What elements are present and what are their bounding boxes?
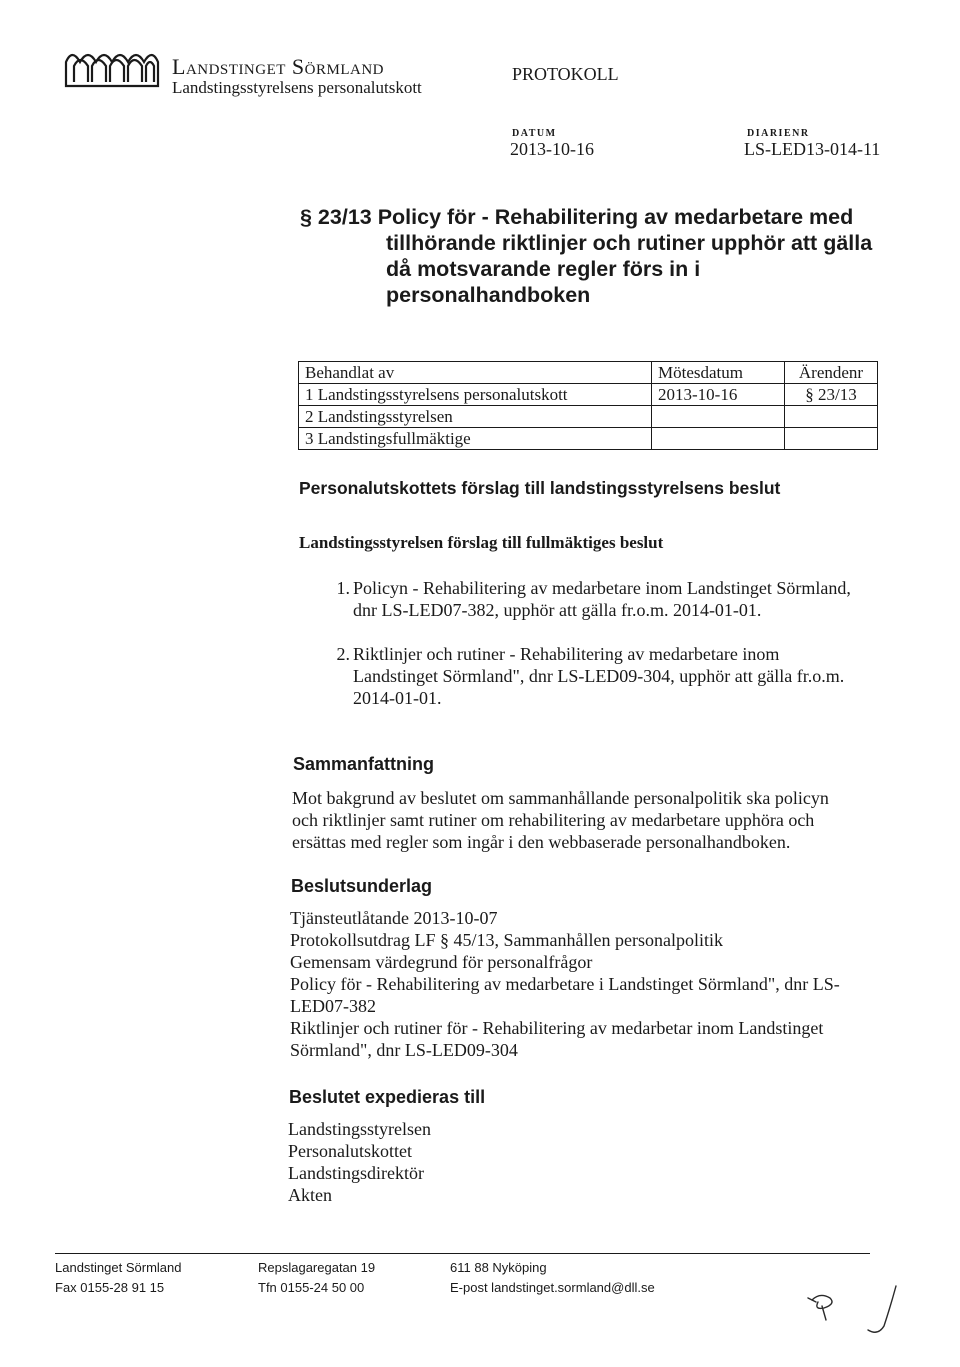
dispatch-heading: Beslutet expedieras till <box>289 1087 486 1107</box>
text-line: Akten <box>288 1185 332 1205</box>
table-cell: § 23/13 <box>785 384 878 406</box>
table-cell: 2013-10-16 <box>652 384 785 406</box>
board-proposal-heading: Landstingsstyrelsen förslag till fullmäktiges beslut <box>299 533 664 552</box>
dispatch-list <box>288 1118 888 1206</box>
section-title-line: personalhandboken <box>386 283 591 307</box>
decision-item <box>320 577 900 621</box>
text-line: Tjänsteutlåtande 2013-10-07 <box>290 908 498 928</box>
handwritten-initials <box>800 1282 910 1342</box>
table-cell <box>652 428 785 450</box>
decision-item <box>320 643 900 709</box>
date-label: DATUM <box>512 128 557 139</box>
item-number: 1. <box>336 578 350 598</box>
handled-by-table <box>298 361 878 450</box>
header-cell: Mötesdatum <box>652 362 785 384</box>
item-line: dnr LS-LED07-382, upphör att gälla fr.o.m. 2014-01-01. <box>353 600 762 620</box>
crowns-logo <box>62 42 162 92</box>
table-row <box>299 428 878 450</box>
text-line: Mot bakgrund av beslutet om sammanhållande personalpolitik ska policyn <box>292 788 829 808</box>
text-line: Landstingsstyrelsen <box>288 1119 431 1139</box>
section-title <box>300 204 900 308</box>
item-line: Policyn - Rehabilitering av medarbetare inom Landstinget Sörmland, <box>353 578 851 598</box>
text-line: och riktlinjer samt rutiner om rehabilitering av medarbetare upphöra och <box>292 810 815 830</box>
proposal-heading: Personalutskottets förslag till landstingsstyrelsens beslut <box>299 478 781 498</box>
item-line: Landstinget Sörmland", dnr LS-LED09-304, upphör att gälla fr.o.m. <box>353 666 845 686</box>
organization-name: Landstinget Sörmland <box>172 54 384 79</box>
table-cell <box>785 428 878 450</box>
footer-city: 611 88 Nyköping <box>450 1260 547 1275</box>
table-cell <box>652 406 785 428</box>
section-title-line: då motsvarande regler förs in i <box>386 257 701 281</box>
header-cell: Ärendenr <box>785 362 878 384</box>
date-value: 2013-10-16 <box>510 139 594 159</box>
table-header-row <box>299 362 878 384</box>
section-title-line: § 23/13 Policy för - Rehabilitering av medarbetare med <box>300 205 854 229</box>
table-cell <box>785 406 878 428</box>
header-cell: Behandlat av <box>299 362 652 384</box>
text-line: Gemensam värdegrund för personalfrågor <box>290 952 593 972</box>
document-type: PROTOKOLL <box>512 64 619 84</box>
text-line: Riktlinjer och rutiner för - Rehabilitering av medarbetar inom Landstinget <box>290 1018 824 1038</box>
footer-email: E-post landstinget.sormland@dll.se <box>450 1280 655 1295</box>
text-line: Personalutskottet <box>288 1141 412 1161</box>
item-line: Riktlinjer och rutiner - Rehabilitering av medarbetare inom <box>353 644 780 664</box>
item-number: 2. <box>336 644 350 664</box>
section-title-line: tillhörande riktlinjer och rutiner upphör att gälla <box>386 231 873 255</box>
footer-divider <box>55 1253 870 1254</box>
footer-org: Landstinget Sörmland <box>55 1260 182 1275</box>
text-line: LED07-382 <box>290 996 376 1016</box>
table-row <box>299 384 878 406</box>
text-line: ersättas med regler som ingår i den webbaserade personalhandboken. <box>292 832 791 852</box>
footer-phone: Tfn 0155-24 50 00 <box>258 1280 365 1295</box>
basis-heading: Beslutsunderlag <box>291 876 433 896</box>
item-line: 2014-01-01. <box>353 688 442 708</box>
text-line: Protokollsutdrag LF § 45/13, Sammanhållen personalpolitik <box>290 930 723 950</box>
table-row <box>299 406 878 428</box>
summary-heading: Sammanfattning <box>293 754 435 774</box>
footer-street: Repslagaregatan 19 <box>258 1260 376 1275</box>
registration-number: LS-LED13-014-11 <box>744 139 881 159</box>
table-cell: 2 Landstingsstyrelsen <box>299 406 652 428</box>
summary-text <box>292 787 892 853</box>
text-line: Landstingsdirektör <box>288 1163 424 1183</box>
text-line: Sörmland", dnr LS-LED09-304 <box>290 1040 518 1060</box>
basis-list <box>290 907 890 1061</box>
table-cell: 1 Landstingsstyrelsens personalutskott <box>299 384 652 406</box>
registration-label: DIARIENR <box>747 128 810 139</box>
table-cell: 3 Landstingsfullmäktige <box>299 428 652 450</box>
organization-unit: Landstingsstyrelsens personalutskott <box>172 78 422 97</box>
footer-fax: Fax 0155-28 91 15 <box>55 1280 165 1295</box>
text-line: Policy för - Rehabilitering av medarbetare i Landstinget Sörmland", dnr LS- <box>290 974 840 994</box>
